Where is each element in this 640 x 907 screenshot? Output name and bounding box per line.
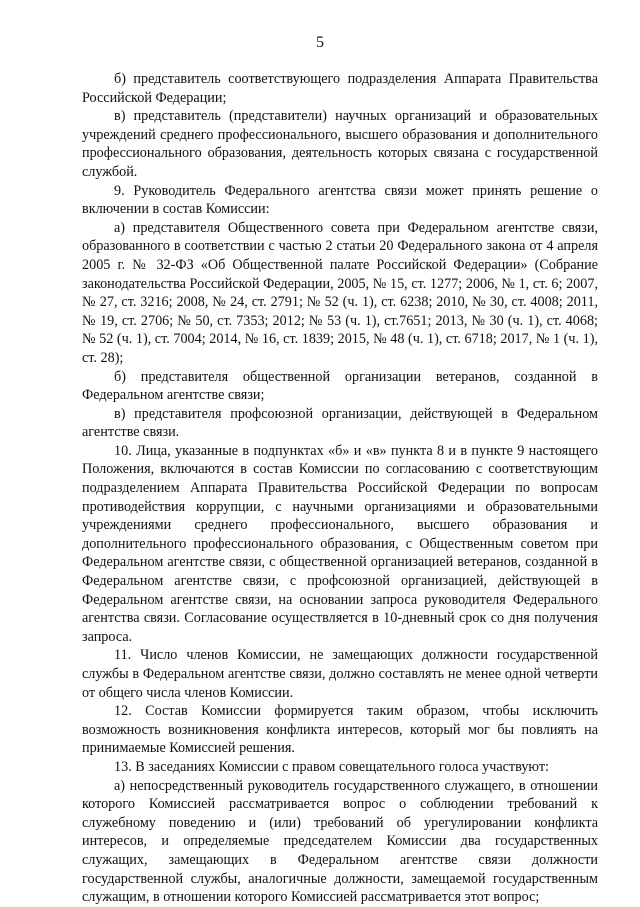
paragraph-9b: б) представителя общественной организации ветеранов, созданной в Федеральном агентстве связи; xyxy=(82,368,598,404)
paragraph-8b: б) представитель соответствующего подразделения Аппарата Правительства Российской Федерации; xyxy=(82,71,598,106)
paragraph-12: 12. Состав Комиссии формируется таким образом, чтобы исключить возможность возникновения конфликта интересов, который мог бы повлиять на принимаемые Комиссией решения. xyxy=(82,703,598,757)
paragraph-13: 13. В заседаниях Комиссии с правом совещательного голоса участвуют: xyxy=(114,758,549,775)
paragraph-13a: а) непосредственный руководитель государственного служащего, в отношении которого Комиссией рассматривается вопрос о соблюдении требований к служебному поведению и (или) требований об урегулировании конфликта интересов, и определяемые председателем Комиссии два государственных служащих, замещающих в Федеральном агентстве связи должности государственной службы, аналогичные должности, замещаемой государственным служащим, в отношении которого Комиссией рассматривается этот вопрос; xyxy=(82,777,598,906)
paragraph-9a: а) представителя Общественного совета при Федеральном агентстве связи, образованного в соответствии с частью 2 статьи 20 Федерального закона от 4 апреля 2005 г. № 32-ФЗ «Об Общественной палате Российской Федерации» (Собрание законодательства Российской Федерации, 2005, № 15, ст. 1277; 2006, № 1, ст. 6; 2007, № 27, ст. 3216; 2008, № 24, ст. 2791; № 52 (ч. 1), ст. 6238; 2010, № 30, ст. 4008; 2011, № 19, ст. 2706; № 50, ст. 7353; 2012; № 53 (ч. 1), ст.7651; 2013, № 30 (ч. 1), ст. 4068; № 52 (ч. 1), ст. 7004; 2014, № 16, ст. 1839; 2015, № 48 (ч. 1), ст. 6718; 2017, № 1 (ч. 1), ст. 28); xyxy=(82,219,598,366)
page-number: 5 xyxy=(316,34,324,51)
paragraph-8v: в) представитель (представители) научных организаций и образовательных учреждений среднего профессионального, высшего образования и дополнительного профессионального образования, деятельность которых связана с государственной службой. xyxy=(82,108,598,180)
document-body xyxy=(82,70,598,907)
paragraph-10: 10. Лица, указанные в подпунктах «б» и «в» пункта 8 и в пункте 9 настоящего Положения, включаются в состав Комиссии по согласованию с соответствующим подразделением Аппарата Правительства Российской Федерации по вопросам противодействия коррупции, с научными организациями и образовательными учреждениями среднего профессионального, высшего образования и дополнительного профессионального образования, с Общественным советом при Федеральном агентстве связи, с общественной организацией ветеранов, созданной в Федеральном агентстве связи, с профсоюзной организацией, действующей в Федеральном агентстве связи, на основании запроса руководителя Федерального агентства связи. Согласование осуществляется в 10-дневный срок со дня получения запроса. xyxy=(82,442,598,645)
paragraph-9: 9. Руководитель Федерального агентства связи может принять решение о включении в состав Комиссии: xyxy=(82,182,598,218)
paragraph-11: 11. Число членов Комиссии, не замещающих должности государственной службы в Федеральном агентстве связи, должно составлять не менее одной четверти от общего числа членов Комиссии. xyxy=(82,647,598,701)
paragraph-9v: в) представителя профсоюзной организации, действующей в Федеральном агентстве связи. xyxy=(82,405,598,441)
